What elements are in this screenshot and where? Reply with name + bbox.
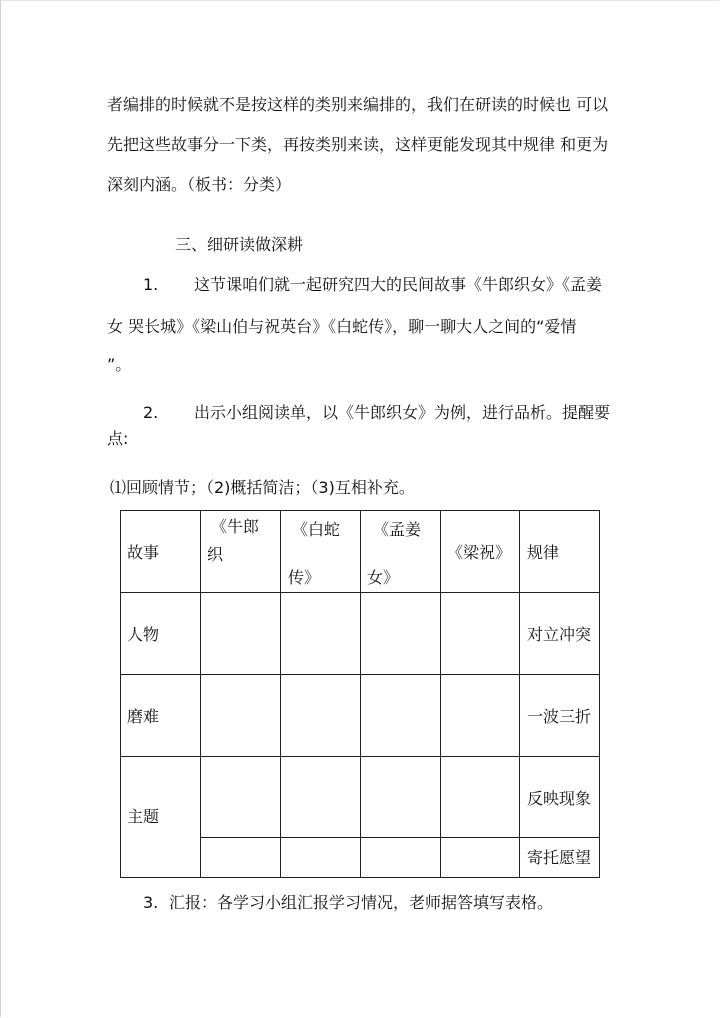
item-3-number: 3. bbox=[143, 893, 159, 912]
reading-tips: ⑴回顾情节；（2)概括简洁；（3)互相补充。 bbox=[110, 478, 415, 497]
item-2-number: 2. bbox=[143, 403, 159, 422]
intro-line-2: 先把这些故事分一下类，再按类别来读，这样更能发现其中规律 和更为 bbox=[107, 135, 609, 154]
row-label-people: 人物 bbox=[127, 625, 160, 644]
item-2-line-2: 点: bbox=[107, 429, 129, 448]
header-liangzhu: 《梁祝》 bbox=[447, 543, 512, 562]
section-heading: 三、细研读做深耕 bbox=[175, 235, 304, 254]
header-niulang-line-1: 《牛郎 bbox=[211, 517, 260, 536]
rule-reflect-phenomenon: 反映现象 bbox=[527, 789, 592, 808]
header-baishe-line-1: 《白蛇 bbox=[292, 520, 341, 539]
intro-line-3: 深刻内涵。（板书：分类） bbox=[107, 175, 292, 194]
header-mengjiang-line-2: 女》 bbox=[367, 568, 400, 587]
item-3-text: 汇报：各学习小组汇报学习情况，老师据答填写表格。 bbox=[169, 893, 554, 912]
item-2-line-1: 出示小组阅读单，以《牛郎织女》为例，进行品析。提醒要 bbox=[194, 403, 611, 422]
item-1-line-2: 女 哭长城》《梁山伯与祝英台》《白蛇传》，聊一聊大人之间的“爱情 bbox=[107, 317, 577, 336]
header-story: 故事 bbox=[127, 543, 160, 562]
intro-line-1: 者编排的时候就不是按这样的类别来编排的，我们在研读的时候也 可以 bbox=[107, 95, 609, 114]
rule-conflict: 对立冲突 bbox=[527, 625, 592, 644]
header-niulang-line-2: 织 bbox=[207, 545, 224, 564]
story-analysis-table bbox=[120, 510, 600, 878]
header-baishe-line-2: 传》 bbox=[288, 568, 321, 587]
row-label-theme: 主题 bbox=[127, 807, 160, 826]
row-label-hardship: 磨难 bbox=[127, 707, 160, 726]
item-1-number: 1. bbox=[143, 275, 159, 294]
item-1-line-1: 这节课咱们就一起研究四大的民间故事《牛郎织女》《孟姜 bbox=[194, 275, 603, 294]
rule-express-wishes: 寄托愿望 bbox=[527, 848, 592, 867]
header-mengjiang-line-1: 《孟姜 bbox=[373, 520, 422, 539]
item-1-line-3: ”。 bbox=[107, 355, 132, 374]
rule-twists: 一波三折 bbox=[527, 707, 592, 726]
header-rule: 规律 bbox=[527, 543, 560, 562]
